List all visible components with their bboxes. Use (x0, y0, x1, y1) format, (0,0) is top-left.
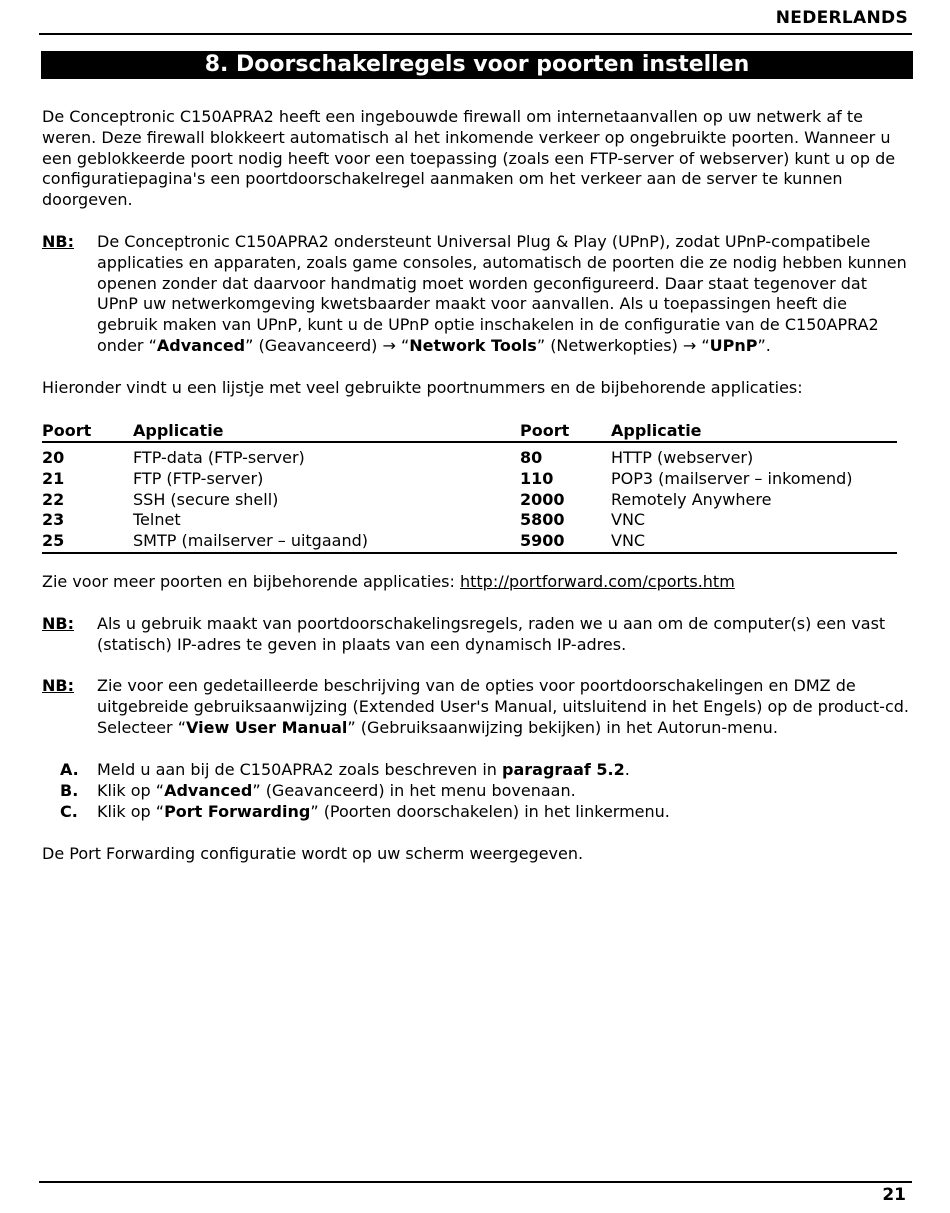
note-static-ip (42, 614, 912, 656)
port-number: 5800 (520, 510, 565, 530)
step-letter: A. (60, 760, 79, 779)
step-text (97, 781, 576, 802)
port-number: 2000 (520, 489, 565, 509)
port-application: VNC (611, 510, 646, 530)
port-number: 25 (42, 531, 133, 553)
note-bold-advanced: Advanced (156, 335, 246, 355)
table-row (42, 531, 897, 553)
note-body: Als u gebruik maakt van poortdoorschakelingsregels, raden we u aan om de computer(s) een vast (statisch) IP-adres te geven in plaats van een dynamisch IP-adres. (97, 614, 886, 654)
note-text: De Conceptronic C150APRA2 ondersteunt Universal Plug & Play (UPnP), zodat UPnP-compatibele applicaties en apparaten, zoals game consoles, automatisch de poorten die ze nodig hebben kunnen openen zonder dat daarvoor handmatig moet worden geconfigureerd. Daar staat tegenover dat UPnP uw netwerkomgeving kwetsbaarder maakt voor aanvallen. Als u toepassingen heeft die gebruik maken van UPnP, kunt u de UPnP optie inschakelen in de configuratie van de C150APRA2 onder “ (97, 232, 907, 355)
final-paragraph: De Port Forwarding configuratie wordt op uw scherm weergegeven. (42, 844, 584, 863)
portforward-link[interactable]: http://portforward.com/cports.htm (459, 572, 735, 591)
step-letter: B. (60, 780, 79, 800)
table-row (42, 510, 897, 531)
note-text: ”. (757, 335, 771, 355)
step-bold: Advanced (164, 780, 253, 800)
table-row (42, 442, 897, 469)
port-table-header (42, 420, 897, 442)
step-text (97, 802, 670, 823)
header-application: Applicatie (133, 420, 520, 442)
port-number: 21 (42, 468, 65, 488)
note-text: Zie voor een gedetailleerde beschrijving van de opties voor poortdoorschakelingen en DMZ de uitgebreide gebruiksaanwijzing (Extended User's Manual, uitsluitend in het Engels) op de product-cd. Selecteer “ (97, 676, 909, 737)
step-text-part: Meld u aan bij de C150APRA2 zoals beschreven in (97, 760, 503, 779)
note-bold-network-tools: Network Tools (409, 335, 537, 355)
note-text: ” (Netwerkopties) → “ (536, 335, 710, 355)
header-rule (39, 33, 912, 35)
note-label: NB: (42, 614, 74, 633)
page-number: 21 (882, 1185, 906, 1205)
note-label: NB: (42, 232, 74, 251)
step-text-part: ” (Geavanceerd) in het menu bovenaan. (252, 780, 576, 800)
port-list-intro: Hieronder vindt u een lijstje met veel gebruikte poortnummers en de bijbehorende applicaties: (42, 378, 803, 397)
note-bold-view-user-manual: View User Manual (186, 717, 348, 737)
step-bold: paragraaf 5.2 (502, 760, 625, 779)
list-item (60, 781, 910, 802)
step-text-part: ” (Poorten doorschakelen) in het linkermenu. (310, 801, 670, 821)
port-number: 20 (42, 448, 65, 467)
step-text (97, 760, 630, 781)
footer-rule (39, 1181, 912, 1183)
port-number: 23 (42, 510, 65, 530)
port-application: VNC (611, 531, 897, 553)
port-number: 80 (520, 448, 543, 467)
port-application: FTP (FTP-server) (133, 468, 264, 488)
port-application: SMTP (mailserver – uitgaand) (133, 531, 520, 553)
header-application: Applicatie (611, 420, 897, 442)
step-bold: Port Forwarding (164, 801, 311, 821)
note-text: ” (Gebruiksaanwijzing bekijken) in het Autorun-menu. (347, 717, 778, 737)
intro-paragraph: De Conceptronic C150APRA2 heeft een ingebouwde firewall om internetaanvallen op uw netwerk af te weren. Deze firewall blokkeert automatisch al het inkomende verkeer op ongebruikte poorten. Wanneer u een geblokkeerde poort nodig heeft voor een toepassing (zoals een FTP-server of webserver) kunt u op de configuratiepagina's een poortdoorschakelregel aanmaken om het verkeer aan de server te kunnen doorgeven. (42, 107, 896, 210)
note-upnp (42, 232, 912, 357)
port-number: 110 (520, 468, 554, 488)
step-text-part: Klik op “ (97, 801, 165, 821)
note-bold-upnp: UPnP (709, 335, 758, 355)
note-text: ” (Geavanceerd) → “ (245, 335, 410, 355)
section-title: 8. Doorschakelregels voor poorten instellen (41, 51, 913, 79)
list-item (60, 760, 910, 781)
list-item (60, 802, 910, 823)
more-ports-text: Zie voor meer poorten en bijbehorende applicaties: (42, 572, 460, 591)
header-port: Poort (520, 420, 611, 442)
port-application: Telnet (133, 510, 181, 530)
port-application: FTP-data (FTP-server) (133, 448, 305, 467)
table-row (42, 469, 897, 490)
port-application: SSH (secure shell) (133, 489, 279, 509)
port-table (42, 420, 897, 554)
note-label: NB: (42, 676, 74, 695)
step-text-part: . (624, 760, 630, 779)
port-application: POP3 (mailserver – inkomend) (611, 468, 853, 488)
header-port: Poort (42, 420, 133, 442)
port-number: 22 (42, 489, 65, 509)
note-body (97, 676, 912, 738)
table-row (42, 490, 897, 511)
language-header: NEDERLANDS (775, 8, 908, 28)
port-number: 5900 (520, 531, 611, 553)
port-application: HTTP (webserver) (611, 448, 754, 467)
more-ports-paragraph (42, 572, 907, 593)
step-list (60, 760, 910, 822)
step-letter: C. (60, 801, 78, 821)
note-user-manual (42, 676, 912, 738)
port-application: Remotely Anywhere (611, 489, 772, 509)
note-body (97, 232, 912, 357)
step-text-part: Klik op “ (97, 780, 165, 800)
